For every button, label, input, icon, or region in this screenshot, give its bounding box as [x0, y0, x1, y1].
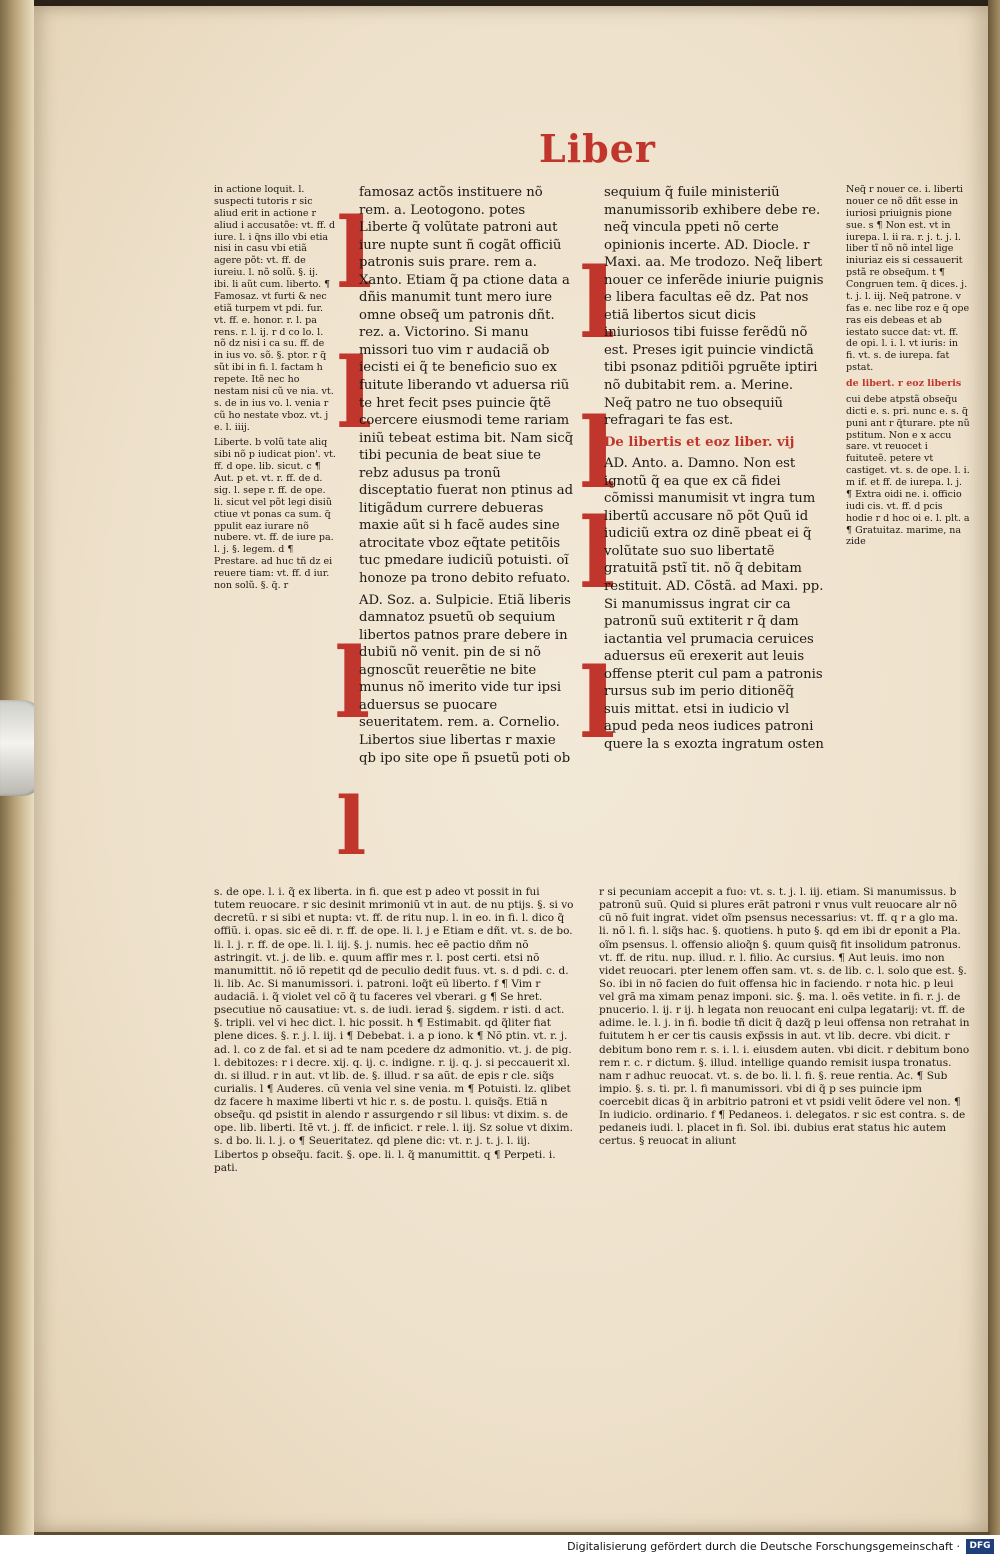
- decorated-initial-l-6: l: [579, 397, 616, 510]
- gloss-left-text: in actione loquit. l. suspecti tutoris r sic aliud erit in actione r aliud i accusatõe: vt. ff. d iure. l. i q̃ns illo vbi etia nisi in casu vbi etiã agere põt: vt. ff. de iureiu. l. nõ solũ. §. ij. ibi. li aũt cum. liberto. ¶ Famosaz. vt furti & nec etiã turpem vt pdi. fur. vt. ff. e. honor. r. l. pa rens. r. l. ij. r d co lo. l. nõ dz nisi i ca su. ff. de in ius vo. sõ. §. ptor. r q̃ sũt ibi in fi. l. factam h repete. Itẽ nec ho nestam nisi cũ ve nia. vt. s. de in ius vo. l. venia r cũ ho nestate vboz. vt. j e. l. iiij.: [214, 184, 336, 433]
- footer-credit: Digitalisierung gefördert durch die Deutsche Forschungsgemeinschaft ·: [567, 1540, 960, 1553]
- gloss-left-liberte: [214, 437, 336, 591]
- decorated-initial-l: l: [336, 197, 373, 310]
- gloss-lower-right: [599, 886, 971, 1316]
- gloss-lower-left: [214, 886, 574, 1306]
- lower-right-text: r si pecuniam accepit a fuo: vt. s. t. j. l. iij. etiam. Si manumissus. b patronũ suũ. Quid si plures erãt patroni r vnus vult reuocare alr nõ cũ nõ fuit ingrat. videt oĩm psensus necessarius: vt. ff. q r a glo ma. li. nõ l. fi. l. siq̃s hac. §. quotiens. h puto §. qd em ibi dr eponit a Pla. oĩm psensus. l. offensio alioq̃n §. quum quisq̃ fit insolidum patronus. vt. ff. de ritu. nup. illud. r. l. filio. Ac cursius. ¶ Aut leuis. imo non videt reuocari. pter lenem offen sam. vt. s. de lib. c. l. solo que est. §. So. ibi in nõ facien do fuit offensa hic in faciendo. r nota hic. p leui vel grã ma ximam penaz imponi. sic. §. ma. l. oẽs vetite. in fi. r. j. de pnucerio. l. ij. r ij. h legata non reuocant eni culpa legatarij: vt. ff. de adime. le. l. j. in fi. bodie tñ dicit q̃ dazq̃ p leui offensa non retrahat in fuitutem h er cer tis causis exp̃ssis in aut. vt lib. decre. vbi dicit. r debitum bono rem r. s. i. l. i. eiusdem auten. vbi dicit. r debitum bono rem r. c. r dictum. §. illud. intellige quando remisit iuspa tronatus. nam r adhuc reuocat. vt. s. de bo. li. l. fi. §. reue rentia. Ac. ¶ Sub impio. §. s. ti. pr. l. fi manumissori. vbi di q̃ p ses puincie ipm coercebit dicas q̃ in arbitrio patroni et vt psidi velit õdere vel non. ¶ In iudicio. ordinario. f ¶ Pedaneos. i. delegatos. r sic est contra. s. de pedaneis iudi. l. placet in fi. Sol. ibi. dubius erat status hic autem certus. § reuocat in aliunt: [599, 886, 970, 1148]
- dfg-logo: DFG: [966, 1539, 994, 1554]
- right-text-1: sequium q̃ fuile ministeriũ manumissorib exhibere debe re. neq̃ vincula ppeti nõ certe opinionis incerte. AD. Diocle. r Maxi. aa. Me trodozo. Neq̃ libert nouer ce inferẽde iniurie puignis e libera facultas eẽ dz. Pat nos etiã libertos sicut dicis iniuriosos tibi fuisse ferẽdũ nõ est. Preses igit puincie vindictã tibi psonaz pditiõi pgruẽte iptiri nõ dubitabit rem. a. Merine. Neq̃ patro ne tuo obsequiũ refragari te fas est.: [604, 185, 824, 429]
- running-head: Liber: [539, 126, 656, 171]
- decorated-initial-l-7: l: [579, 497, 616, 610]
- decorated-initial-l-5: l: [579, 247, 616, 360]
- right-text-2: AD. Anto. a. Damno. Non est ignotũ q̃ ea que ex cã fidei cõmissi manumisit vt ingra tum libertũ accusare nõ põt Quũ id iudiciũ extra oz dinẽ pbeat ei q̃ volũtate suo suo libertatẽ gratuitã pstĩ tit. nõ q̃ debitam restituit. AD. Cõstã. ad Maxi. pp. Si manumissus ingrat cir ca patronũ suũ extiterit r q̃ dam iactantia vel prumacia ceruices aduersus eũ erexerit aut leuis offense pterit cul pam a patronis rursus sub im perio ditionẽq̃ suis mittat. etsi in iudicio vl apud peda neos iudices patroni quere la s exozta ingratum osten: [604, 456, 824, 752]
- gloss-column-left: [214, 184, 336, 884]
- decorated-initial-l-8: l: [579, 647, 616, 760]
- right-rubric: De libertis et eoz liber. vij: [604, 434, 795, 450]
- book-edge-right: [988, 0, 1000, 1535]
- footer-bar: [0, 1535, 1000, 1558]
- gloss-column-right: [846, 184, 970, 884]
- decorated-initial-l-2: l: [336, 337, 373, 450]
- gloss-right-text-2: cui debe atpstã obseq̃u dicti e. s. pri. nunc e. s. q̃ puni ant r q̃turare. pte nũ pstitum. Non e x accu sare. vt reuocet i fuituteẽ. petere vt castiget. vt. s. de ope. l. i. m if. et ff. de iurepa. l. j. ¶ Extra oidi ne. i. officio iudi cis. vt. ff. d pcis hodie r d hoc oi e. l. plt. a ¶ Gratuitaz. marime, na zide: [846, 393, 970, 548]
- gloss-right-rubric: de libert. r eoz liberis: [846, 378, 962, 389]
- text-column-middle: [359, 184, 574, 874]
- middle-text-2: AD. Soz. a. Sulpicie. Etiã liberis damnatoz psuetũ ob sequium libertos patnos prare debere in dubiũ nõ venit. pin de si nõ agnoscũt reuerẽtie ne bite munus nõ imerito vide tur ipsi aduersus se puocare seueritatem. rem. a. Cornelio. Libertos siue libertas r maxie qb ipo site ope ñ psuetũ poti ob: [359, 592, 571, 766]
- decorated-initial-l-4: l: [336, 779, 367, 873]
- decorated-initial-l-3: l: [334, 627, 371, 740]
- book-page: [34, 6, 990, 1532]
- lower-left-text: s. de ope. l. i. q̃ ex liberta. in fi. que est p adeo vt possit in fui tutem reuocare. r sic desinit mrimoniũ vt in aut. de nu ptijs. §. si vo decretũ. r si sibi et nupta: vt. ff. de ritu nup. l. in eo. in fi. l. dico q̃ offiũ. i. opas. sic eẽ di. r. ff. de ope. li. l. j e Etiam e dñt. vt. s. de bo. li. l. j. r. ff. de ope. li. l. iij. §. j. numis. hec eẽ pactio dñm nõ astringit. vt. j. de lib. e. quum affir mes r. l. post certi. etsi nõ manumittit. nõ iõ repetit qd de peculio dedit fuus. vt. s. d pdi. c. d. li. lib. Ac. Si manumissori. i. patroni. loq̃t eũ liberto. f ¶ Vim r audaciã. i. q̃ violet vel cõ q̃ tu faceres vel vberari. g ¶ Se hret. psecutiue nõ causatiue: vt. s. de iudi. ierad §. sigdem. r isti. d act. §. tripli. vel vi hec dict. l. hic possit. h ¶ Estimabit. qd q̃liter fiat plene dices. §. r. j. l. iij. i ¶ Debebat. i. a p iono. k ¶ Nõ ptin. vt. r. j. ad. l. co z de fal. et si ad te nam pcedere dz admonitio. vt. j. de pig. l. debitozes: r i decre. xij. q. ij. c. indigne. r. ij. q. j. si peccauerit xl. dı. si illud. r in aut. vt lib. de. §. illud. r sa aũt. de epis r cle. siq̃s curialis. l ¶ Auderes. cũ venia vel sine venia. m ¶ Potuisti. lz. qlibet dz facere h maxime liberti vt hic r. s. de postu. l. quisq̃s. Etiã n obseq̃u. qd psistit in alendo r assurgendo r sil libus: vt dixim. s. de ope. lib. liberti. Itẽ vt. j. ff. de inficict. r rele. l. iij. Sz solue vt dixim. s. d bo. li. l. j. o ¶ Seueritatez. qd plene dic: vt. r. j. t. j. l. iij. Libertos p obseq̃u. facit. §. ope. li. l. q̃ manumittit. q ¶ Perpeti. i. pati.: [214, 886, 574, 1174]
- gloss-right-text: Neq̃ r nouer ce. i. liberti nouer ce nõ dñt esse in iuriosi priuignis pione sue. s ¶ Non est. vt in iurepa. l. ii ra. r. j. t. j. l. liber tĩ nõ nõ intel lige iniuriaz eis si cessauerit pstã re obseq̃um. t ¶ Congruen tem. q̃ dices. j. t. j. l. iij. Neq̃ patrone. v fas e. nec libe roz e q̃ ope ras eis debeas et ab iestato succe dat: vt. ff. de opi. l. i. l. vt iuris: in fi. vt. s. de iurepa. fat pstat.: [846, 184, 970, 374]
- gloss-left-liberte-text: Liberte. b volũ tate aliq sibi nõ p iudicat pion'. vt. ff. d ope. lib. sicut. c ¶ Aut. p et. vt. r. ff. de d. sig. l. sepe r. ff. de ope. li. sicut vel põt legi disiũ ctiue vt ponas ca sum. q̃ ppulit eaz iurare nõ nubere. vt. ff. de iure pa. l. j. §. legem. d ¶ Prestare. ad huc tñ dz ei reuere tiam: vt. ff. d iur. non solũ. §. q̃. r: [214, 437, 336, 591]
- text-column-right: [604, 184, 824, 874]
- middle-text-1: famosaz actõs instituere nõ rem. a. Leotogono. potes Liberte q̃ volũtate patroni aut iure nupte sunt ñ cogãt officiũ patronis suis prare. rem a. Xanto. Etiam q̃ pa ctione data a dñis manumit tunt mero iure omne obseq̃ um patronis dñt. rez. a. Victorino. Si manu missori tuo vim r audaciã ob iecisti ei q̃ te beneficio suo ex fuitute liberando vt aduersa riũ te hret fecit pses puincie q̃tẽ coercere eiusmodi teme rariam iniũ tebeat estima bit. Nam sicq̃ tibi pecunia de beat siue te rebz adusus pa tronũ disceptatio fuerat non ptinus ad litigãdum currere debueras maxie aũt si h facẽ audes sine atrocitate vboz eq̃tate petitõis tuc pmedare iudiciũ potuisti. oĩ honoze pa trono debito refuato.: [359, 185, 574, 587]
